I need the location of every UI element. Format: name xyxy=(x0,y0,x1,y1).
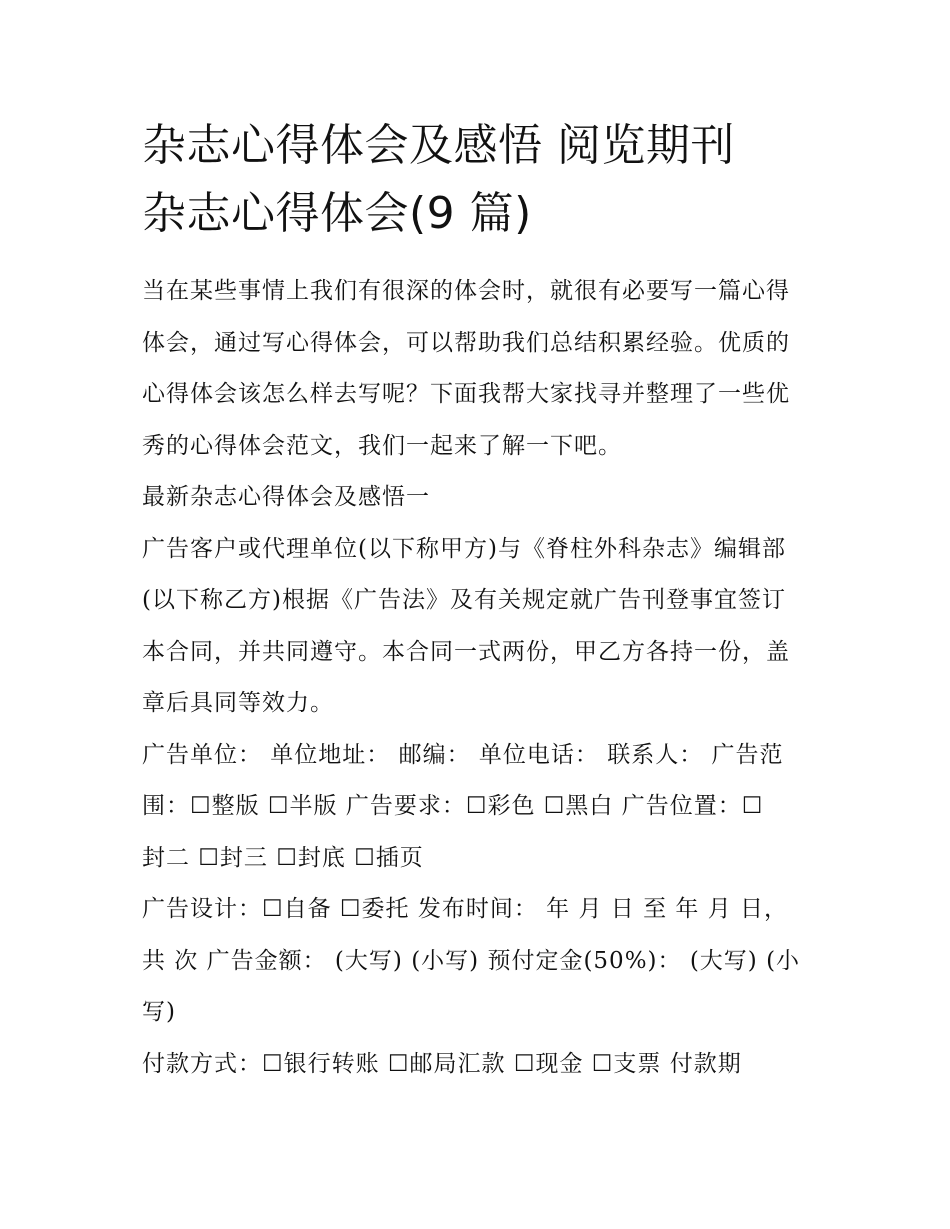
ad-design-line: 写) xyxy=(142,999,176,1025)
contract-line: 本合同，并共同遵守。本合同一式两份，甲乙方各持一份，盖 xyxy=(142,638,790,665)
intro-line: 当在某些事情上我们有很深的体会时，就很有必要写一篇心得 xyxy=(142,278,790,304)
contract-line: (以下称乙方)根据《广告法》及有关规定就广告刊登事宜签订 xyxy=(142,587,786,613)
intro-line: 秀的心得体会范文，我们一起来了解一下吧。 xyxy=(142,432,622,459)
section-heading: 最新杂志心得体会及感悟一 xyxy=(142,484,430,510)
title-line-2: 杂志心得体会(9 篇) xyxy=(142,188,532,239)
intro-paragraph xyxy=(142,266,814,472)
ad-unit-line: 广告单位： 单位地址： 邮编： 单位电话： 联系人： 广告范 xyxy=(142,741,784,768)
payment-paragraph xyxy=(142,1039,814,1091)
title-line-1: 杂志心得体会及感悟 阅览期刊 xyxy=(142,120,735,171)
ad-unit-line: 围：☐整版 ☐半版 广告要求：☐彩色 ☐黑白 广告位置：☐ xyxy=(142,793,764,819)
intro-line: 心得体会该怎么样去写呢？下面我帮大家找寻并整理了一些优 xyxy=(142,381,790,407)
contract-line: 章后具同等效力。 xyxy=(142,690,334,716)
ad-unit-paragraph xyxy=(142,730,814,885)
document-title xyxy=(142,112,814,248)
ad-unit-line: 封二 ☐封三 ☐封底 ☐插页 xyxy=(142,844,424,871)
contract-paragraph xyxy=(142,524,814,730)
payment-line: 付款方式：☐银行转账 ☐邮局汇款 ☐现金 ☐支票 付款期 xyxy=(142,1050,742,1077)
contract-line: 广告客户或代理单位(以下称甲方)与《脊柱外科杂志》编辑部 xyxy=(142,535,786,562)
ad-design-paragraph xyxy=(142,884,814,1039)
ad-design-line: 共 次 广告金额： (大写) (小写) 预付定金(50%)： (大写) (小 xyxy=(142,947,801,974)
ad-design-line: 广告设计：☐自备 ☐委托 发布时间： 年 月 日 至 年 月 日， xyxy=(142,896,789,922)
document-page xyxy=(142,112,814,1090)
intro-line: 体会，通过写心得体会，可以帮助我们总结积累经验。优质的 xyxy=(142,329,790,356)
